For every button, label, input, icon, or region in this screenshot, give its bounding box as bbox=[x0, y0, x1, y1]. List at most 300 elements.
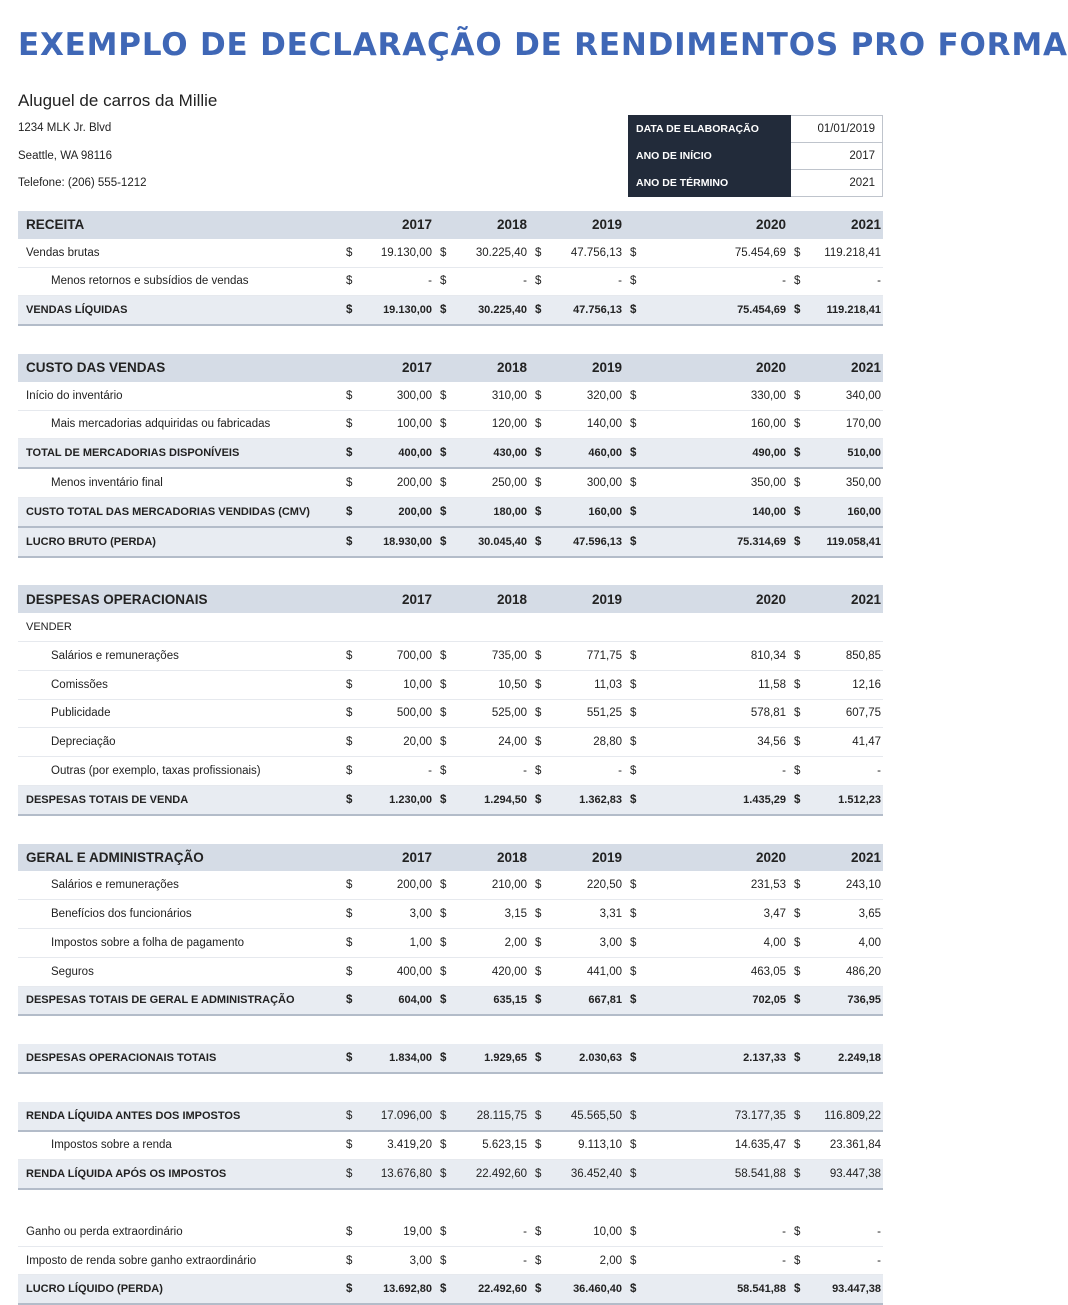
currency-symbol: $ bbox=[529, 1160, 548, 1189]
amount-cell: 13.692,80 bbox=[359, 1275, 434, 1304]
amount-cell[interactable]: - bbox=[359, 757, 434, 786]
amount-cell[interactable]: 300,00 bbox=[548, 468, 624, 497]
currency-symbol: $ bbox=[624, 957, 643, 986]
currency-symbol: $ bbox=[529, 900, 548, 929]
amount-cell[interactable]: 3,00 bbox=[359, 900, 434, 929]
currency-symbol: $ bbox=[340, 728, 359, 757]
amount-cell[interactable]: 119.218,41 bbox=[807, 239, 883, 267]
amount-cell: 1.294,50 bbox=[453, 785, 529, 814]
currency-symbol: $ bbox=[434, 728, 453, 757]
currency-symbol: $ bbox=[529, 957, 548, 986]
year-header: 2018 bbox=[453, 585, 529, 613]
line-item-row bbox=[18, 670, 883, 699]
currency-symbol: $ bbox=[788, 1218, 807, 1246]
amount-cell[interactable]: 578,81 bbox=[643, 699, 788, 728]
info-row-start-year bbox=[629, 143, 883, 170]
currency-symbol: $ bbox=[529, 296, 548, 325]
amount-cell[interactable]: 1,00 bbox=[359, 928, 434, 957]
amount-cell: 30.225,40 bbox=[453, 296, 529, 325]
currency-symbol: $ bbox=[788, 670, 807, 699]
amount-cell[interactable]: - bbox=[548, 267, 624, 296]
amount-cell: 2.030,63 bbox=[548, 1044, 624, 1073]
currency-symbol: $ bbox=[624, 527, 643, 557]
line-item-row bbox=[18, 1218, 883, 1246]
total-label: CUSTO TOTAL DAS MERCADORIAS VENDIDAS (CMV) bbox=[18, 497, 340, 526]
currency-symbol: $ bbox=[624, 986, 643, 1015]
currency-symbol: $ bbox=[529, 410, 548, 439]
amount-cell[interactable]: 441,00 bbox=[548, 957, 624, 986]
total-row bbox=[18, 1160, 883, 1189]
total-row bbox=[18, 986, 883, 1015]
currency-symbol: $ bbox=[529, 239, 548, 267]
line-item-row bbox=[18, 468, 883, 497]
amount-cell[interactable]: 11,03 bbox=[548, 670, 624, 699]
year-header: 2019 bbox=[548, 585, 624, 613]
amount-cell[interactable]: 30.225,40 bbox=[453, 239, 529, 267]
info-row-prep-date bbox=[629, 116, 883, 143]
currency-symbol: $ bbox=[788, 1131, 807, 1160]
year-header: 2019 bbox=[548, 211, 624, 239]
amount-cell: 36.452,40 bbox=[548, 1160, 624, 1189]
year-header: 2017 bbox=[359, 585, 434, 613]
amount-cell: 736,95 bbox=[807, 986, 883, 1015]
currency-symbol: $ bbox=[788, 497, 807, 526]
info-value[interactable]: 2021 bbox=[791, 170, 883, 197]
amount-cell[interactable]: - bbox=[453, 267, 529, 296]
currency-symbol: $ bbox=[529, 439, 548, 468]
currency-symbol: $ bbox=[788, 785, 807, 814]
amount-cell[interactable]: 10,00 bbox=[548, 1218, 624, 1246]
line-item-label: Publicidade bbox=[18, 699, 340, 728]
currency-symbol: $ bbox=[340, 239, 359, 267]
amount-cell[interactable]: 350,00 bbox=[643, 468, 788, 497]
amount-cell[interactable]: 231,53 bbox=[643, 871, 788, 899]
currency-symbol: $ bbox=[340, 382, 359, 410]
year-header: 2019 bbox=[548, 844, 624, 872]
amount-cell[interactable]: - bbox=[807, 267, 883, 296]
currency-spacer bbox=[340, 585, 359, 613]
amount-cell: 36.460,40 bbox=[548, 1275, 624, 1304]
currency-symbol: $ bbox=[529, 1246, 548, 1275]
amount-cell[interactable]: 47.756,13 bbox=[548, 239, 624, 267]
currency-spacer bbox=[624, 354, 643, 382]
amount-cell[interactable]: 735,00 bbox=[453, 641, 529, 670]
amount-cell[interactable]: 10,00 bbox=[359, 670, 434, 699]
total-row bbox=[18, 296, 883, 325]
line-item-row bbox=[18, 239, 883, 267]
currency-symbol: $ bbox=[788, 239, 807, 267]
amount-cell[interactable]: 400,00 bbox=[359, 957, 434, 986]
spacer-row bbox=[18, 815, 883, 844]
currency-symbol: $ bbox=[434, 410, 453, 439]
amount-cell[interactable]: 200,00 bbox=[359, 468, 434, 497]
amount-cell[interactable]: 420,00 bbox=[453, 957, 529, 986]
amount-cell[interactable]: 250,00 bbox=[453, 468, 529, 497]
currency-spacer bbox=[340, 354, 359, 382]
currency-symbol: $ bbox=[624, 757, 643, 786]
currency-spacer bbox=[788, 354, 807, 382]
currency-symbol: $ bbox=[434, 957, 453, 986]
info-label: ANO DE INÍCIO bbox=[629, 143, 791, 170]
subsection-row bbox=[18, 613, 883, 641]
currency-symbol: $ bbox=[624, 900, 643, 929]
year-header: 2019 bbox=[548, 354, 624, 382]
amount-cell[interactable]: 4,00 bbox=[643, 928, 788, 957]
line-item-label: Depreciação bbox=[18, 728, 340, 757]
amount-cell[interactable]: 120,00 bbox=[453, 410, 529, 439]
currency-symbol: $ bbox=[434, 296, 453, 325]
currency-symbol: $ bbox=[434, 785, 453, 814]
amount-cell[interactable]: 850,85 bbox=[807, 641, 883, 670]
currency-spacer bbox=[529, 844, 548, 872]
currency-symbol: $ bbox=[529, 699, 548, 728]
amount-cell[interactable]: 2,00 bbox=[548, 1246, 624, 1275]
spacer-row bbox=[18, 557, 883, 586]
company-city: Seattle, WA 98116 bbox=[18, 150, 112, 162]
amount-cell[interactable]: - bbox=[643, 1246, 788, 1275]
currency-symbol: $ bbox=[624, 928, 643, 957]
amount-cell: 1.230,00 bbox=[359, 785, 434, 814]
currency-symbol: $ bbox=[529, 382, 548, 410]
section-title: GERAL E ADMINISTRAÇÃO bbox=[18, 844, 340, 872]
line-item-row bbox=[18, 410, 883, 439]
amount-cell[interactable]: 24,00 bbox=[453, 728, 529, 757]
amount-cell[interactable]: - bbox=[807, 1218, 883, 1246]
amount-cell: 702,05 bbox=[643, 986, 788, 1015]
amount-cell[interactable]: 10,50 bbox=[453, 670, 529, 699]
currency-symbol: $ bbox=[624, 1131, 643, 1160]
currency-symbol: $ bbox=[434, 1131, 453, 1160]
amount-cell: 47.756,13 bbox=[548, 296, 624, 325]
amount-cell: 73.177,35 bbox=[643, 1102, 788, 1131]
currency-symbol: $ bbox=[434, 1160, 453, 1189]
amount-cell[interactable]: 19,00 bbox=[359, 1218, 434, 1246]
currency-symbol: $ bbox=[434, 928, 453, 957]
currency-symbol: $ bbox=[529, 670, 548, 699]
currency-symbol: $ bbox=[788, 928, 807, 957]
spacer-row bbox=[18, 325, 883, 354]
currency-spacer bbox=[788, 211, 807, 239]
amount-cell[interactable]: 2,00 bbox=[453, 928, 529, 957]
year-header: 2020 bbox=[643, 211, 788, 239]
currency-symbol: $ bbox=[624, 267, 643, 296]
amount-cell[interactable]: 3,00 bbox=[548, 928, 624, 957]
year-header: 2017 bbox=[359, 354, 434, 382]
currency-symbol: $ bbox=[788, 986, 807, 1015]
amount-cell[interactable]: 810,34 bbox=[643, 641, 788, 670]
currency-symbol: $ bbox=[788, 296, 807, 325]
amount-cell[interactable]: 23.361,84 bbox=[807, 1131, 883, 1160]
amount-cell: 45.565,50 bbox=[548, 1102, 624, 1131]
amount-cell[interactable]: 300,00 bbox=[359, 382, 434, 410]
line-item-row bbox=[18, 900, 883, 929]
section-header-row bbox=[18, 354, 883, 382]
amount-cell: 28.115,75 bbox=[453, 1102, 529, 1131]
currency-symbol: $ bbox=[340, 468, 359, 497]
currency-symbol: $ bbox=[788, 757, 807, 786]
currency-symbol: $ bbox=[434, 267, 453, 296]
section-title: DESPESAS OPERACIONAIS bbox=[18, 585, 340, 613]
total-label: DESPESAS OPERACIONAIS TOTAIS bbox=[18, 1044, 340, 1073]
currency-symbol: $ bbox=[529, 986, 548, 1015]
currency-symbol: $ bbox=[340, 957, 359, 986]
currency-spacer bbox=[624, 844, 643, 872]
amount-cell[interactable]: 100,00 bbox=[359, 410, 434, 439]
amount-cell: 19.130,00 bbox=[359, 296, 434, 325]
total-row bbox=[18, 527, 883, 557]
currency-symbol: $ bbox=[529, 1275, 548, 1304]
amount-cell: 75.314,69 bbox=[643, 527, 788, 557]
currency-symbol: $ bbox=[340, 1275, 359, 1304]
amount-cell[interactable]: - bbox=[807, 757, 883, 786]
currency-symbol: $ bbox=[624, 785, 643, 814]
amount-cell[interactable]: 9.113,10 bbox=[548, 1131, 624, 1160]
amount-cell[interactable]: - bbox=[643, 267, 788, 296]
currency-symbol: $ bbox=[434, 900, 453, 929]
currency-spacer bbox=[434, 211, 453, 239]
currency-spacer bbox=[434, 354, 453, 382]
amount-cell[interactable]: - bbox=[453, 757, 529, 786]
currency-symbol: $ bbox=[434, 699, 453, 728]
currency-symbol: $ bbox=[340, 670, 359, 699]
total-row bbox=[18, 1044, 883, 1073]
currency-symbol: $ bbox=[788, 871, 807, 899]
amount-cell[interactable]: 41,47 bbox=[807, 728, 883, 757]
currency-spacer bbox=[624, 585, 643, 613]
line-item-row bbox=[18, 1131, 883, 1160]
currency-spacer bbox=[788, 585, 807, 613]
currency-spacer bbox=[340, 844, 359, 872]
amount-cell[interactable]: 220,50 bbox=[548, 871, 624, 899]
amount-cell[interactable]: 310,00 bbox=[453, 382, 529, 410]
amount-cell[interactable]: 75.454,69 bbox=[643, 239, 788, 267]
currency-symbol: $ bbox=[624, 497, 643, 526]
amount-cell[interactable]: 3,31 bbox=[548, 900, 624, 929]
currency-symbol: $ bbox=[788, 382, 807, 410]
currency-symbol: $ bbox=[434, 468, 453, 497]
total-label: DESPESAS TOTAIS DE GERAL E ADMINISTRAÇÃO bbox=[18, 986, 340, 1015]
amount-cell[interactable]: 20,00 bbox=[359, 728, 434, 757]
year-header: 2021 bbox=[807, 354, 883, 382]
currency-symbol: $ bbox=[624, 1218, 643, 1246]
currency-symbol: $ bbox=[529, 928, 548, 957]
currency-symbol: $ bbox=[340, 699, 359, 728]
amount-cell: 93.447,38 bbox=[807, 1160, 883, 1189]
currency-symbol: $ bbox=[529, 728, 548, 757]
currency-symbol: $ bbox=[340, 1102, 359, 1131]
spacer-cell bbox=[18, 557, 883, 586]
currency-symbol: $ bbox=[624, 641, 643, 670]
year-header: 2020 bbox=[643, 844, 788, 872]
currency-symbol: $ bbox=[788, 1160, 807, 1189]
currency-symbol: $ bbox=[529, 757, 548, 786]
amount-cell[interactable]: 350,00 bbox=[807, 468, 883, 497]
amount-cell[interactable]: 3,15 bbox=[453, 900, 529, 929]
amount-cell[interactable]: 5.623,15 bbox=[453, 1131, 529, 1160]
company-address: 1234 MLK Jr. Blvd bbox=[18, 122, 112, 134]
amount-cell[interactable]: 700,00 bbox=[359, 641, 434, 670]
currency-symbol: $ bbox=[624, 410, 643, 439]
amount-cell: 430,00 bbox=[453, 439, 529, 468]
currency-symbol: $ bbox=[788, 728, 807, 757]
currency-symbol: $ bbox=[788, 527, 807, 557]
amount-cell[interactable]: 160,00 bbox=[643, 410, 788, 439]
amount-cell[interactable]: - bbox=[643, 1218, 788, 1246]
amount-cell[interactable]: 11,58 bbox=[643, 670, 788, 699]
section-header-row bbox=[18, 585, 883, 613]
currency-spacer bbox=[529, 585, 548, 613]
currency-symbol: $ bbox=[529, 497, 548, 526]
currency-symbol: $ bbox=[529, 871, 548, 899]
currency-symbol: $ bbox=[434, 670, 453, 699]
currency-symbol: $ bbox=[529, 1218, 548, 1246]
subsection-label: VENDER bbox=[18, 613, 883, 641]
amount-cell[interactable]: 486,20 bbox=[807, 957, 883, 986]
amount-cell[interactable]: - bbox=[807, 1246, 883, 1275]
amount-cell: 22.492,60 bbox=[453, 1275, 529, 1304]
year-header: 2017 bbox=[359, 844, 434, 872]
amount-cell: 1.834,00 bbox=[359, 1044, 434, 1073]
currency-spacer bbox=[529, 211, 548, 239]
line-item-row bbox=[18, 641, 883, 670]
amount-cell[interactable]: - bbox=[453, 1218, 529, 1246]
amount-cell[interactable]: 4,00 bbox=[807, 928, 883, 957]
amount-cell[interactable]: 200,00 bbox=[359, 871, 434, 899]
info-value[interactable]: 2017 bbox=[791, 143, 883, 170]
currency-symbol: $ bbox=[434, 986, 453, 1015]
info-value[interactable]: 01/01/2019 bbox=[791, 116, 883, 143]
line-item-label: Menos inventário final bbox=[18, 468, 340, 497]
amount-cell[interactable]: 14.635,47 bbox=[643, 1131, 788, 1160]
amount-cell[interactable]: 28,80 bbox=[548, 728, 624, 757]
amount-cell: 2.137,33 bbox=[643, 1044, 788, 1073]
currency-symbol: $ bbox=[624, 296, 643, 325]
total-row bbox=[18, 785, 883, 814]
line-item-label: Outras (por exemplo, taxas profissionais) bbox=[18, 757, 340, 786]
total-row bbox=[18, 497, 883, 526]
section-header-row bbox=[18, 211, 883, 239]
amount-cell[interactable]: 463,05 bbox=[643, 957, 788, 986]
amount-cell: 1.435,29 bbox=[643, 785, 788, 814]
amount-cell[interactable]: 210,00 bbox=[453, 871, 529, 899]
amount-cell[interactable]: 3,65 bbox=[807, 900, 883, 929]
currency-symbol: $ bbox=[529, 267, 548, 296]
currency-symbol: $ bbox=[624, 1275, 643, 1304]
currency-symbol: $ bbox=[340, 497, 359, 526]
currency-symbol: $ bbox=[624, 1160, 643, 1189]
total-label: DESPESAS TOTAIS DE VENDA bbox=[18, 785, 340, 814]
currency-symbol: $ bbox=[340, 928, 359, 957]
amount-cell: 400,00 bbox=[359, 439, 434, 468]
amount-cell[interactable]: 330,00 bbox=[643, 382, 788, 410]
amount-cell: 460,00 bbox=[548, 439, 624, 468]
spacer-cell bbox=[18, 325, 883, 354]
amount-cell[interactable]: - bbox=[643, 757, 788, 786]
amount-cell[interactable]: 551,25 bbox=[548, 699, 624, 728]
amount-cell: 58.541,88 bbox=[643, 1275, 788, 1304]
currency-symbol: $ bbox=[340, 527, 359, 557]
currency-symbol: $ bbox=[624, 468, 643, 497]
amount-cell: 58.541,88 bbox=[643, 1160, 788, 1189]
amount-cell[interactable]: 170,00 bbox=[807, 410, 883, 439]
statement-body bbox=[18, 211, 883, 1304]
total-row bbox=[18, 439, 883, 468]
year-header: 2021 bbox=[807, 585, 883, 613]
amount-cell[interactable]: 12,16 bbox=[807, 670, 883, 699]
amount-cell: 1.362,83 bbox=[548, 785, 624, 814]
amount-cell: 510,00 bbox=[807, 439, 883, 468]
spacer-cell bbox=[18, 815, 883, 844]
currency-symbol: $ bbox=[624, 439, 643, 468]
amount-cell: 160,00 bbox=[807, 497, 883, 526]
document-title: EXEMPLO DE DECLARAÇÃO DE RENDIMENTOS PRO FORMA bbox=[18, 27, 1068, 63]
amount-cell[interactable]: - bbox=[359, 267, 434, 296]
info-label: DATA DE ELABORAÇÃO bbox=[629, 116, 791, 143]
amount-cell[interactable]: 3,47 bbox=[643, 900, 788, 929]
line-item-label: Impostos sobre a renda bbox=[18, 1131, 340, 1160]
currency-symbol: $ bbox=[788, 468, 807, 497]
amount-cell: 47.596,13 bbox=[548, 527, 624, 557]
line-item-row bbox=[18, 699, 883, 728]
currency-symbol: $ bbox=[340, 1044, 359, 1073]
amount-cell: 140,00 bbox=[643, 497, 788, 526]
currency-symbol: $ bbox=[340, 871, 359, 899]
amount-cell[interactable]: 19.130,00 bbox=[359, 239, 434, 267]
amount-cell[interactable]: 320,00 bbox=[548, 382, 624, 410]
amount-cell[interactable]: 243,10 bbox=[807, 871, 883, 899]
currency-symbol: $ bbox=[529, 527, 548, 557]
amount-cell[interactable]: 500,00 bbox=[359, 699, 434, 728]
currency-symbol: $ bbox=[788, 439, 807, 468]
currency-spacer bbox=[624, 211, 643, 239]
amount-cell: 93.447,38 bbox=[807, 1275, 883, 1304]
amount-cell: 119.058,41 bbox=[807, 527, 883, 557]
amount-cell[interactable]: - bbox=[453, 1246, 529, 1275]
amount-cell: 18.930,00 bbox=[359, 527, 434, 557]
amount-cell[interactable]: 140,00 bbox=[548, 410, 624, 439]
amount-cell[interactable]: 3.419,20 bbox=[359, 1131, 434, 1160]
amount-cell[interactable]: 607,75 bbox=[807, 699, 883, 728]
info-row-end-year bbox=[629, 170, 883, 197]
amount-cell[interactable]: 340,00 bbox=[807, 382, 883, 410]
currency-symbol: $ bbox=[340, 757, 359, 786]
currency-symbol: $ bbox=[340, 1218, 359, 1246]
currency-symbol: $ bbox=[788, 641, 807, 670]
amount-cell: 22.492,60 bbox=[453, 1160, 529, 1189]
currency-symbol: $ bbox=[340, 267, 359, 296]
currency-spacer bbox=[340, 211, 359, 239]
amount-cell[interactable]: 771,75 bbox=[548, 641, 624, 670]
line-item-row bbox=[18, 928, 883, 957]
amount-cell[interactable]: - bbox=[548, 757, 624, 786]
currency-symbol: $ bbox=[434, 382, 453, 410]
currency-symbol: $ bbox=[340, 296, 359, 325]
amount-cell: 604,00 bbox=[359, 986, 434, 1015]
spacer-row bbox=[18, 1073, 883, 1102]
total-row bbox=[18, 1275, 883, 1304]
currency-symbol: $ bbox=[434, 871, 453, 899]
spacer-row bbox=[18, 1015, 883, 1044]
amount-cell: 75.454,69 bbox=[643, 296, 788, 325]
amount-cell: 17.096,00 bbox=[359, 1102, 434, 1131]
amount-cell[interactable]: 34,56 bbox=[643, 728, 788, 757]
currency-symbol: $ bbox=[340, 1131, 359, 1160]
amount-cell[interactable]: 3,00 bbox=[359, 1246, 434, 1275]
currency-symbol: $ bbox=[529, 785, 548, 814]
line-item-row bbox=[18, 382, 883, 410]
currency-symbol: $ bbox=[340, 1246, 359, 1275]
amount-cell[interactable]: 525,00 bbox=[453, 699, 529, 728]
